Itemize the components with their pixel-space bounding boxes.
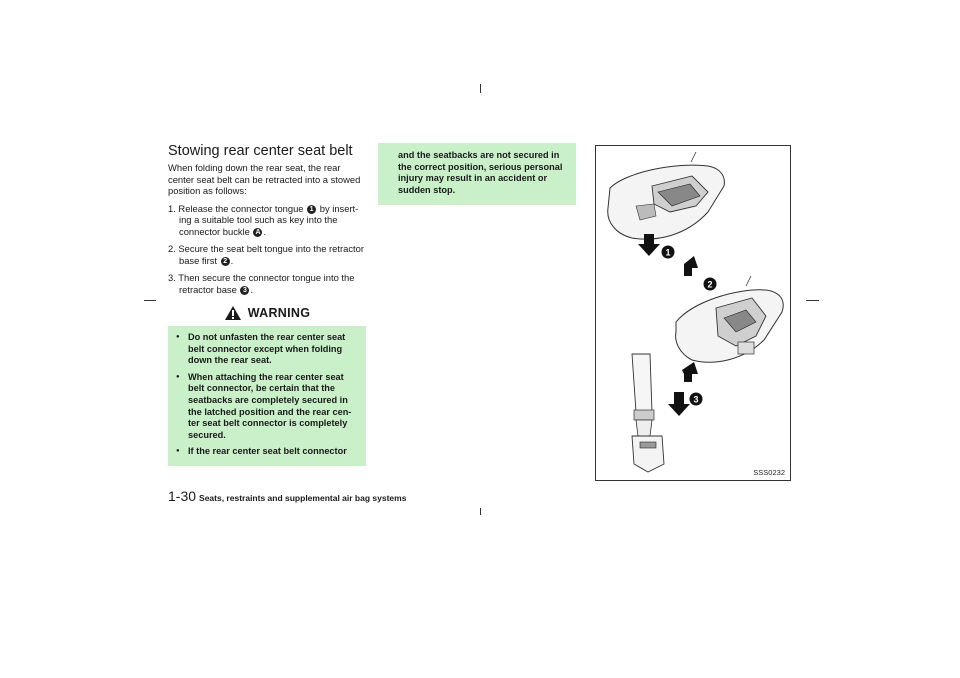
arrow-icon	[682, 362, 698, 382]
crop-mark-bottom	[480, 508, 481, 515]
warning-item: ● If the rear center seat belt connector	[174, 446, 362, 458]
callout-2-icon: 2	[221, 257, 230, 266]
warning-list	[174, 332, 362, 463]
callout-1-label: 1	[665, 247, 671, 258]
warning-header	[168, 300, 366, 326]
callout-2-label: 2	[707, 279, 713, 290]
step-item: 1. Release the connector tongue 1 by insert-ing a suitable tool such as key into the connector buckle A .	[168, 202, 359, 237]
warning-item: ● When attaching the rear center seat belt connector, be certain that the seatbacks are completely secured in the latched position and the rear cen-ter seat belt connector is completely secured.	[174, 372, 362, 442]
crop-mark-top	[480, 84, 481, 93]
figure-code: SSS0232	[753, 468, 785, 477]
retractor-base-middle	[676, 276, 784, 362]
seat-belt-figure	[595, 145, 791, 481]
callout-3-icon: 3	[240, 286, 249, 295]
step-item: 3. Then secure the connector tongue into the retractor base 3 .	[168, 272, 355, 295]
crop-mark-right	[806, 300, 819, 301]
callout-1-icon: 1	[307, 205, 316, 214]
section-title: Seats, restraints and supplemental air bag systems	[199, 493, 407, 503]
seat-belt-webbing	[632, 354, 654, 436]
warning-title: WARNING	[247, 306, 311, 320]
warning-box-continued	[378, 143, 576, 205]
body-text-column	[168, 162, 366, 301]
page-number: 1-30	[168, 488, 197, 504]
warning-continued-text: and the seatbacks are not secured in the correct position, serious personal injury may result in an accident or sudden stop.	[398, 150, 563, 195]
callout-3-label: 3	[693, 394, 699, 405]
page-footer	[168, 488, 406, 504]
crop-mark-left	[144, 300, 156, 301]
arrow-icon	[684, 256, 698, 276]
arrow-icon	[668, 392, 690, 416]
callout-1-marker	[662, 246, 675, 259]
step-item: 2. Secure the seat belt tongue into the retractor base first 2 .	[168, 243, 364, 266]
callout-2-marker	[704, 278, 717, 291]
seat-belt-illustration	[596, 146, 790, 480]
warning-box	[168, 300, 366, 466]
step-list	[168, 203, 366, 296]
warning-triangle-icon	[224, 305, 242, 321]
callout-3-marker	[690, 393, 703, 406]
warning-item: ● Do not unfasten the rear center seat belt connector except when folding down the rear seat.	[174, 332, 362, 367]
callout-a-icon: A	[255, 228, 261, 236]
intro-paragraph: When folding down the rear seat, the rear center seat belt can be retracted into a stowed position as follows:	[168, 162, 361, 196]
retractor-base-upper	[608, 152, 725, 239]
section-heading: Stowing rear center seat belt	[168, 143, 353, 159]
connector-buckle	[632, 436, 664, 472]
